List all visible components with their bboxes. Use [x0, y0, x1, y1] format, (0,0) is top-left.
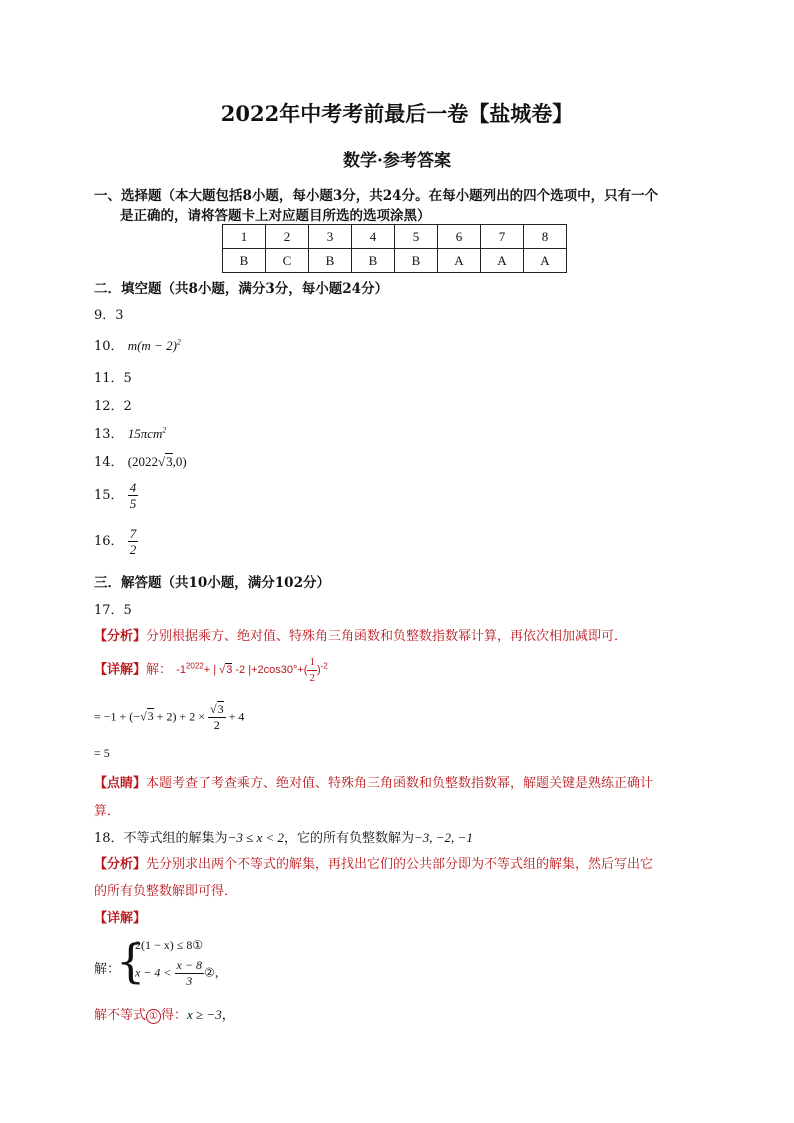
q16-denominator: 2 [129, 542, 137, 557]
q15-denominator: 5 [129, 496, 137, 511]
q18-analysis-tag: 【分析】 [94, 857, 147, 872]
page-title: 2022年中考考前最后一卷【盐城卷】 [220, 101, 574, 126]
answer-q12: 12．2 [94, 399, 132, 414]
answer-choice-cell: B [352, 249, 395, 273]
answer-choice-cell: B [309, 249, 352, 273]
q18-inequality-2 [135, 958, 227, 989]
q17-step1-frac-num: √3 [209, 702, 224, 716]
q17-step1-part-c: + 4 [225, 709, 245, 724]
answer-number-cell: 8 [524, 225, 567, 249]
answer-choice-cell: B [223, 249, 266, 273]
q18-inequality-2-num: x − 8 [176, 958, 202, 972]
q13-exponent: 2 [162, 425, 167, 435]
q17-detail-frac-den: 2 [309, 672, 315, 684]
answer-q17: 17．5 [94, 603, 132, 618]
q18-text-c: ，它的所有负整数解为 [284, 831, 415, 846]
q17-detail-expression: $-1^{2022}+$ | √3 -2 |+2cos30°+( $\frac{1}{2}$ )$^{-2}$ [176, 656, 328, 684]
q17-comment-line1 [94, 772, 653, 791]
q17-step2: = 5 [94, 746, 110, 760]
q18-inequality-1-mark: ① [192, 938, 204, 952]
q17-detail-part-c: -2 |+2cos30°+( [232, 664, 308, 677]
section3-heading: 三．解答题（共10小题，满分102分） [94, 575, 330, 591]
q18-analysis-line1 [94, 853, 653, 872]
q17-comment-text: 本题考查了考查乘方、绝对值、特殊角三角函数和负整数指数幂，解题关键是熟练正确计 [146, 776, 654, 791]
q17-comment-line2: 算． [94, 804, 121, 819]
q15-numerator: 4 [129, 480, 137, 495]
answer-q11: 11．5 [94, 371, 132, 386]
q17-detail-part-a: -1 [176, 664, 186, 677]
q18-analysis-text: 先分别求出两个不等式的解集，再找出它们的公共部分即为不等式组的解集，然后写出它 [146, 857, 654, 872]
q17-detail-frac-num: 1 [307, 655, 317, 671]
q17-analysis-text: 分别根据乘方、绝对值、特殊角三角函数和负整数指数幂计算，再依次相加减即可． [146, 629, 628, 644]
system-brace: { [116, 934, 146, 988]
answer-q15 [94, 480, 138, 511]
q10-expression: m(m − 2) [127, 338, 177, 353]
q18-inequality-2-fraction [175, 958, 204, 989]
answer-choice-cell: B [395, 249, 438, 273]
q17-detail [94, 655, 328, 686]
q18-solve-tail: ， [221, 1008, 235, 1023]
q18-inequality-1 [135, 938, 203, 953]
q18-solution-set: −3 ≤ x < 2 [227, 830, 284, 845]
q17-step1-part-b: + 2) + 2 × [153, 709, 205, 724]
answer-choice-cell: A [524, 249, 567, 273]
page-subtitle: 数学·参考答案 [343, 151, 451, 171]
q18-inequality-1-text: 2(1 − x) ≤ 8 [135, 938, 193, 952]
q17-detail-part-b: + | [203, 664, 217, 677]
answer-q13 [94, 423, 166, 442]
q17-step1-frac-radicand: 3 [217, 702, 224, 716]
q13-label: 13． [94, 427, 124, 442]
q17-step1-radicand: 3 [147, 709, 154, 724]
q14-expression-end: ,0) [172, 454, 187, 469]
answer-number-cell: 4 [352, 225, 395, 249]
answer-q9: 9．3 [94, 308, 124, 323]
answer-choice-cell: A [438, 249, 481, 273]
q17-detail-part-d: ) [316, 664, 321, 677]
answer-table [222, 224, 567, 273]
q18-negative-integers: −3, −2, −1 [414, 830, 473, 845]
q17-detail-radicand: 3 [226, 664, 233, 677]
q17-step1: = −1 + (−√3 + 2) + 2 × $\frac{√3}{2}$ + 4 [94, 702, 245, 732]
answer-number-cell: 3 [309, 225, 352, 249]
q18-detail-lead: 解： [94, 962, 121, 977]
q18-inequality-2-den: 3 [186, 974, 193, 988]
answer-q14: 14． (2022√3,0) [94, 454, 187, 470]
answer-number-cell: 6 [438, 225, 481, 249]
q18-solve-mark: ① [146, 1009, 161, 1024]
q17-step1-part-a: = −1 + (− [94, 709, 141, 724]
q18-solve-line [94, 1004, 235, 1024]
q18-inequality-2-left: x − 4 < [135, 965, 172, 980]
q16-fraction [128, 526, 139, 557]
q18-text-a: 18．不等式组的解集为 [94, 831, 228, 846]
answer-q16 [94, 526, 138, 557]
q18-inequality-tail: ， [214, 965, 227, 980]
q18-solve-text-a: 解不等式 [94, 1008, 147, 1023]
answer-choice-cell: C [266, 249, 309, 273]
q17-detail-exponent2: -2 [320, 661, 328, 671]
q17-detail-exponent: 2022 [185, 661, 204, 671]
q17-detail-lead: 解： [146, 662, 173, 678]
q10-exponent: 2 [176, 337, 181, 347]
q15-label: 15． [94, 488, 124, 503]
q17-detail-fraction [307, 655, 317, 686]
q18-solve-result: x ≥ −3 [187, 1007, 222, 1022]
q17-step1-frac-den: 2 [213, 718, 220, 732]
q18-analysis-line2: 的所有负整数解即可得． [94, 884, 238, 899]
q17-step1-fraction [208, 702, 226, 733]
q14-expression-start: (2022 [127, 454, 159, 469]
q14-label: 14． [94, 455, 124, 470]
section2-heading: 二．填空题（共8小题，满分3分，每小题24分） [94, 281, 389, 297]
answer-number-cell: 5 [395, 225, 438, 249]
q15-fraction [128, 480, 139, 511]
q16-label: 16． [94, 534, 124, 549]
answer-q10 [94, 335, 181, 354]
q14-radicand: 3 [166, 454, 173, 469]
answer-q18 [94, 827, 473, 846]
q13-expression: 15πcm [127, 426, 163, 441]
q17-analysis [94, 625, 627, 644]
answer-number-cell: 2 [266, 225, 309, 249]
q18-detail-tag: 【详解】 [94, 911, 147, 926]
answer-table-number-row [223, 225, 567, 249]
q17-detail-tag: 【详解】 [94, 662, 147, 678]
q18-inequality-2-mark: ② [203, 965, 215, 980]
answer-number-cell: 7 [481, 225, 524, 249]
q10-label: 10． [94, 339, 124, 354]
q17-comment-tag: 【点睛】 [94, 776, 147, 791]
q18-solve-text-b: 得： [161, 1008, 188, 1023]
q17-analysis-tag: 【分析】 [94, 629, 147, 644]
answer-table-answer-row [223, 249, 567, 273]
answer-number-cell: 1 [223, 225, 266, 249]
q16-numerator: 7 [129, 526, 137, 541]
answer-choice-cell: A [481, 249, 524, 273]
section1-heading-line1: 一、选择题（本大题包括8小题，每小题3分，共24分。在每小题列出的四个选项中，只有一个 [94, 188, 659, 204]
section1-heading-line2: 是正确的，请将答题卡上对应题目所选的选项涂黑） [120, 208, 431, 224]
